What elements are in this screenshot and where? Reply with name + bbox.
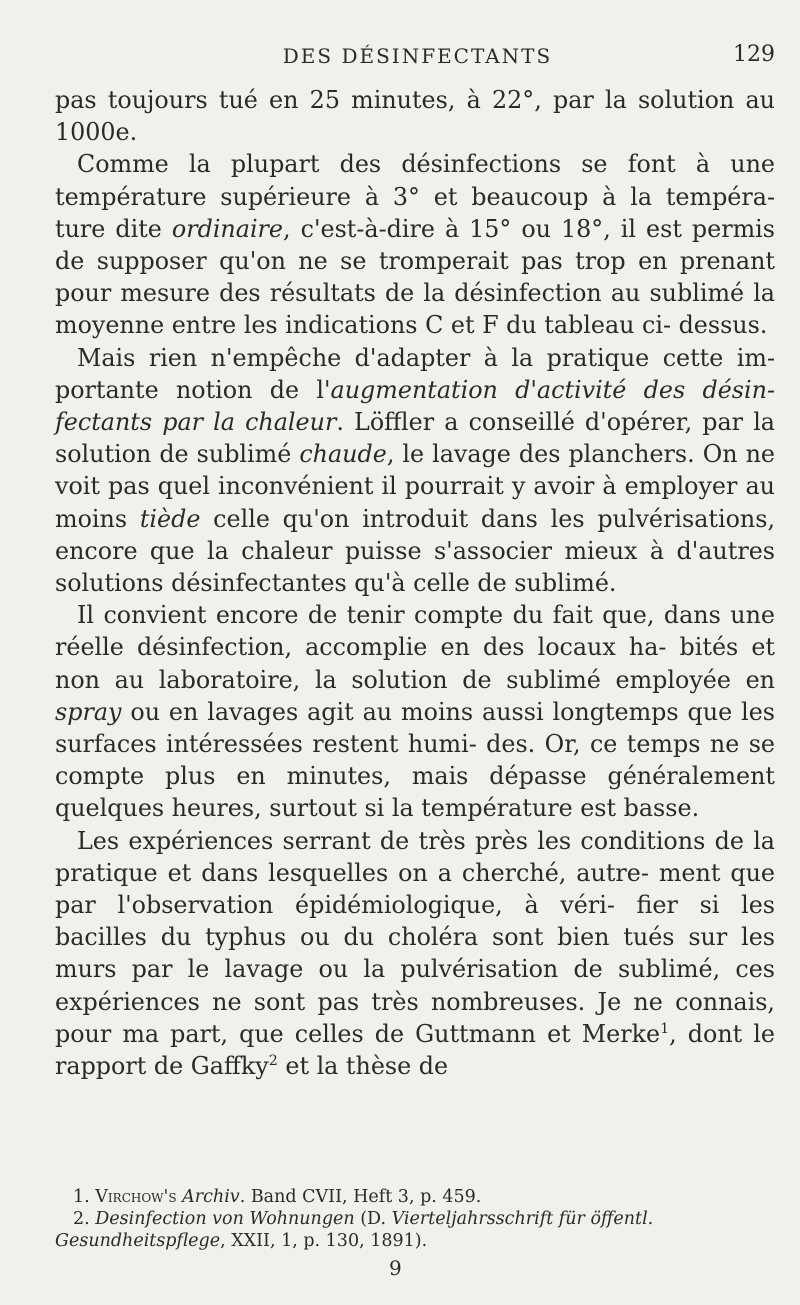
running-head <box>60 44 775 74</box>
body-text <box>55 84 775 1082</box>
signature-mark: 9 <box>389 1256 402 1280</box>
footnote-ref-2: 2 <box>268 1053 278 1070</box>
paragraph-3: Mais rien n'empêche d'adapter à la pratique cette im- portante notion de l'augmentation d'activité des désin- fectants par la chaleur. Löffler a conseillé d'opérer, par la solution de sublimé chaude, le lavage des planchers. On ne voit pas quel inconvénient il pourrait y avoir à employer au moins tiède celle qu'on introduit dans les pulvérisations, encore que la chaleur puisse s'associer mieux à d'autres solutions désinfectantes qu'à celle de sublimé. <box>55 343 776 598</box>
footnote-ref-1: 1 <box>660 1020 670 1037</box>
paragraph-4: Il convient encore de tenir compte du fait que, dans une réelle désinfection, accomplie en des locaux ha- bités et non au laboratoire, la solution de sublimé employée en spray ou en lavages agit au moins aussi longtemps que les surfaces intéressées restent humi- des. Or, ce temps ne se compte plus en minutes, mais dépasse généralement quelques heures, surtout si la température est basse. <box>55 601 775 823</box>
footnotes <box>55 1186 775 1252</box>
footnote-2: 2. Desinfection von Wohnungen (D. Vierteljahrsschrift für öffentl. Gesundheitspflege, XXII, 1, p. 130, 1891). <box>55 1209 654 1251</box>
paragraph-2: Comme la plupart des désinfections se font à une température supérieure à 3° et beaucoup à la tempéra- ture dite ordinaire, c'est-à-dire à 15° ou 18°, il est permis de supposer qu'on ne se tromperait pas trop en prenant pour mesure des résultats de la désinfection au sublimé la moyenne entre les indications C et F du tableau ci- dessus. <box>55 150 775 340</box>
paragraph-1: pas toujours tué en 25 minutes, à 22°, par la solution au 1000e. <box>55 86 775 147</box>
footnote-1: 1. Virchow's Archiv. Band CVII, Heft 3, p. 459. <box>73 1187 482 1207</box>
running-title: DES DÉSINFECTANTS <box>282 44 553 68</box>
page-number: 129 <box>733 42 775 67</box>
paragraph-5: Les expériences serrant de très près les conditions de la pratique et dans lesquelles on a cherché, autre- ment que par l'observation épidémiologique, à véri- fier si les bacilles du typhus ou du choléra sont bien tués sur les murs par le lavage ou la pulvérisation de sublimé, ces expériences ne sont pas très nombreuses. Je ne connais, pour ma part, que celles de Guttmann et Merke$^1$, dont le rapport de Gaffky$^2$ et la thèse de <box>55 826 775 1081</box>
